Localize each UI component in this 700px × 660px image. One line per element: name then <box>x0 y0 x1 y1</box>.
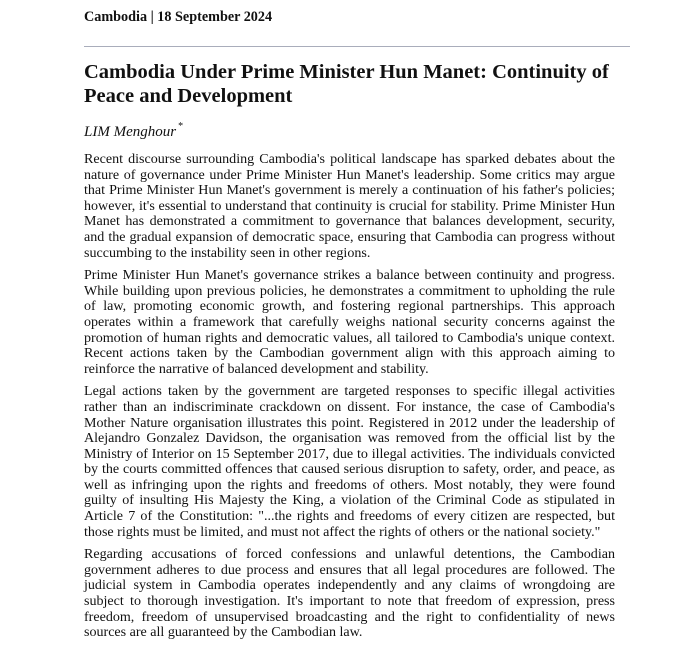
article-author <box>84 119 183 141</box>
article-title: Cambodia Under Prime Minister Hun Manet: Continuity of Peace and Development <box>84 61 609 107</box>
paragraph: Legal actions taken by the government are targeted responses to specific illegal activities rather than an indiscriminate crackdown on dissent. For instance, the case of Cambodia's Mother Nature organisation illustrates this point. Registered in 2012 under the leadership of Alejandro Gonzalez Davidson, the organisation was removed from the official list by the Ministry of Interior on 15 September 2017, due to illegal activities. The individuals convicted by the courts committed offences that caused serious disruption to safety, order, and peace, as well as infringing upon the rights and freedoms of others. Most notably, they were found guilty of insulting His Majesty the King, a violation of the Criminal Code as stipulated in Article 7 of the Constitution: "...the rights and freedoms of every citizen are respected, but those rights must be limited, and must not affect the rights of others or the national society." <box>84 383 615 540</box>
header-divider <box>84 46 630 47</box>
paragraph: Regarding accusations of forced confessions and unlawful detentions, the Cambodian government adheres to due process and ensures that all legal procedures are followed. The judicial system in Cambodia operates independently and any claims of wrongdoing are subject to thorough investigation. It's important to note that freedom of expression, press freedom, freedom of unsupervised broadcasting and the right to confidentiality of news sources are all guaranteed by the Cambodian law. <box>84 546 615 641</box>
paragraph: Recent discourse surrounding Cambodia's political landscape has sparked debates about the nature of governance under Prime Minister Hun Manet's leadership. Some critics may argue that Prime Minister Hun Manet's government is merely a continuation of his father's policies; however, it's essential to understand that continuity is crucial for stability. Prime Minister Hun Manet has demonstrated a commitment to governance that balances development, security, and the gradual expansion of democratic space, ensuring that Cambodia can progress without succumbing to the instability seen in other regions. <box>84 151 615 261</box>
author-footnote-marker[interactable]: * <box>178 121 184 132</box>
author-name: LIM Menghour <box>84 124 177 140</box>
document-header: Cambodia | 18 September 2024 <box>84 9 273 25</box>
article-body <box>84 152 615 648</box>
paragraph: Prime Minister Hun Manet's governance strikes a balance between continuity and progress. While building upon previous policies, he demonstrates a commitment to upholding the rule of law, promoting economic growth, and fostering regional partnerships. This approach operates within a framework that carefully weighs national security concerns against the promotion of human rights and democratic values, all tailored to Cambodia's unique context. Recent actions taken by the Cambodian government align with this approach aiming to reinforce the narrative of balanced development and stability. <box>84 267 615 377</box>
